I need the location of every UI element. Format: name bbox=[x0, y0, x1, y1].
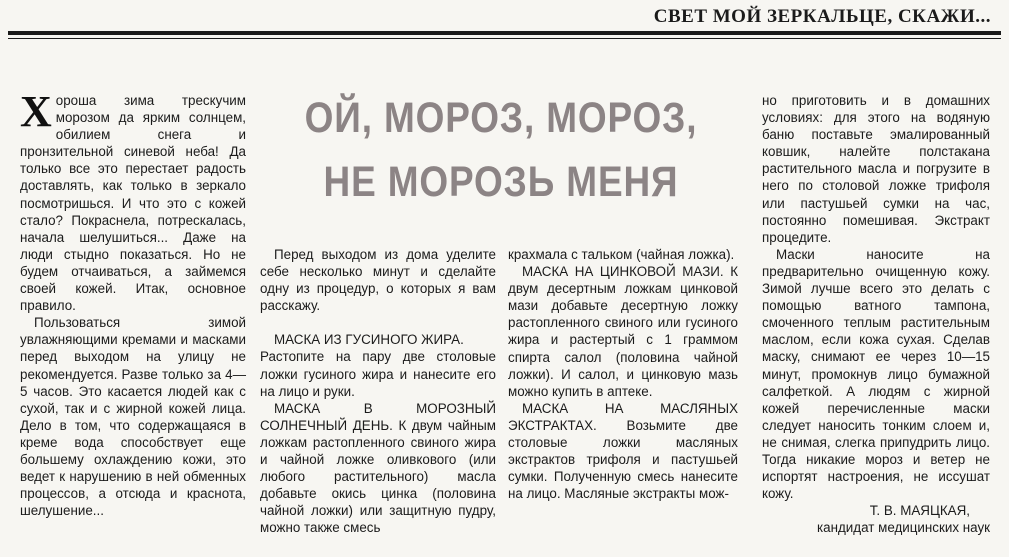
paragraph: Перед выходом из дома уделите себе несколько минут и сделайте одну из процедур, о которых я вам расскажу. bbox=[260, 247, 496, 314]
paragraph: МАСКА В МОРОЗНЫЙ СОЛНЕЧНЫЙ ДЕНЬ. К двум чайным ложкам растопленного свиного жира и чайной ложке оливкового (или любого растительного) масла добавьте окись цинка (половина чайной ложки) или защитную пудру, можно также смесь bbox=[260, 400, 496, 536]
header-rule-thin bbox=[8, 38, 1001, 39]
text-column-2 bbox=[260, 246, 496, 537]
section-rubric: СВЕТ МОЙ ЗЕРКАЛЬЦЕ, СКАЖИ... bbox=[653, 6, 991, 27]
paragraph: Маски наносите на предварительно очищенную кожу. Зимой лучше всего это делать с помощью ватного тампона, смоченного теплым растительным маслом, если кожа сухая. Сделав маску, снимают ее через 10—15 минут, промокнув лицо бумажной салфеткой. А людям с жирной кожей перечисленные маски следует наносить тонким слоем и, не снимая, слегка припудрить лицо. Тогда никакие мороз и ветер не испортят настроения, не иссушат кожу. bbox=[762, 246, 990, 502]
article-headline bbox=[295, 86, 706, 214]
subheading: МАСКА ИЗ ГУСИНОГО ЖИРА. bbox=[274, 332, 464, 348]
text-column-4 bbox=[762, 92, 990, 536]
drop-cap: Х bbox=[20, 87, 52, 136]
author-role: кандидат медицинских наук bbox=[817, 520, 990, 536]
headline-line-1: ОЙ, МОРОЗ, МОРОЗ, bbox=[304, 94, 698, 142]
paragraph: Пользоваться зимой увлажняющими кремами и масками перед выходом на улицу не рекомендуется. Разве только за 4—5 часов. Это касается людей как с сухой, так и с жирной кожей лица. Дело в том, что содержащаяся в креме вода способствует еще большему охлаждению кожи, это ведет к нарушению в ней обменных процессов, а отсюда и краснота, шелушение... bbox=[20, 315, 246, 519]
text-column-3 bbox=[508, 246, 738, 502]
header-rule-thick bbox=[8, 31, 1001, 35]
author-name: Т. В. МАЯЦКАЯ, bbox=[869, 503, 970, 519]
paragraph: но приготовить и в домашних условиях: для этого на водяную баню поставьте эмалированный ковшик, налейте полстакана растительного масла и погрузите в него по столовой ложке трифоля или пастушьей сумки на час, постоянно помешивая. Экстракт процедите. bbox=[762, 93, 990, 245]
paragraph-text: орошa зима трескучим морозом да ярким солнцем, обилием снега и пронзительной синевой неба! Да только все это перестает радость доставлять, как только в зеркало посмотришься. И что это с кожей стало? Покраснела, потрескалась, начала шелушиться... Даже на люди стыдно показаться. Но не будем отчаиваться, а займемся своей кожей. Итак, основное правило. bbox=[20, 93, 246, 314]
paragraph: МАСКА НА ЦИНКОВОЙ МАЗИ. К двум десертным ложкам цинковой мази добавьте десертную ложку растопленного свиного или гусиного жира и растертый с 1 граммом спирта салол (половина чайной ложки). И салол, и цинковую мазь можно купить в аптеке. bbox=[508, 264, 738, 399]
paragraph: МАСКА НА МАСЛЯНЫХ ЭКСТРАКТАХ. Возьмите две столовые ложки масляных экстрактов трифоля и пастушьей сумки. Полученную смесь нанесите на лицо. Масляные экстракты мож- bbox=[508, 400, 738, 502]
headline-line-2: НЕ МОРОЗЬ МЕНЯ bbox=[323, 158, 679, 206]
paragraph: крахмала с тальком (чайная ложка). bbox=[508, 247, 735, 262]
paragraph bbox=[20, 87, 246, 314]
paragraph: Растопите на пару две столовые ложки гусиного жира и нанесите его на лицо и руки. bbox=[260, 349, 496, 399]
text-column-1 bbox=[20, 87, 246, 519]
